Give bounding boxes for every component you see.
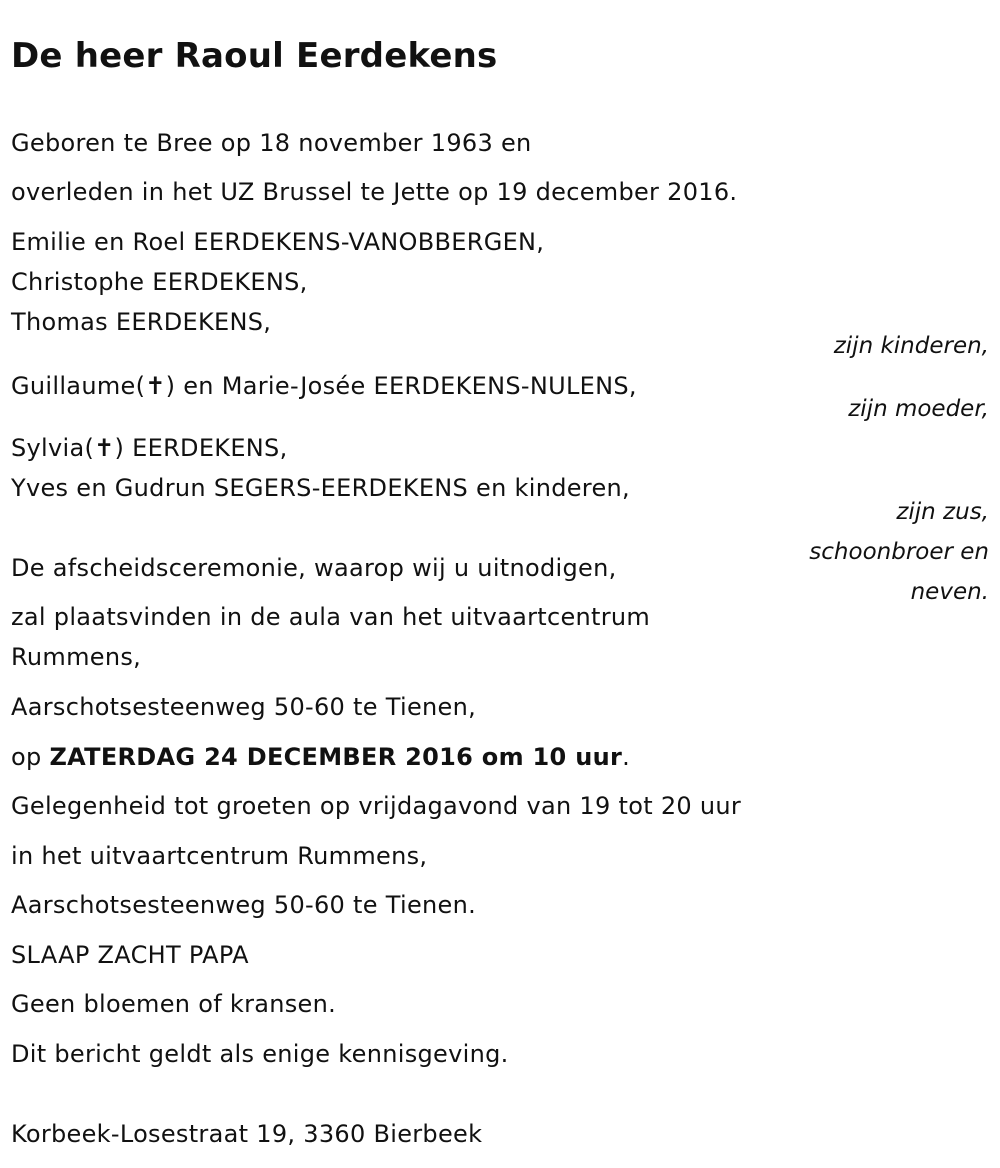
ceremony-line-2: zal plaatsvinden in de aula van het uitvaartcentrum — [11, 603, 651, 631]
ceremony-date-bold: ZATERDAG 24 DECEMBER 2016 om 10 uur — [49, 743, 623, 771]
child-1: Emilie en Roel EERDEKENS-VANOBBERGEN, — [11, 228, 545, 256]
birth-line: Geboren te Bree op 18 november 1963 en — [11, 129, 532, 157]
visitation-line-1: Gelegenheid tot groeten op vrijdagavond van 19 tot 20 uur — [11, 792, 742, 820]
closing-line-3: Dit bericht geldt als enige kennisgeving. — [11, 1040, 509, 1068]
mother-relation: zijn moeder, — [848, 396, 989, 422]
closing-line-2: Geen bloemen of kransen. — [11, 990, 337, 1018]
death-line: overleden in het UZ Brussel te Jette op 19 december 2016. — [11, 178, 738, 206]
visitation-line-3: Aarschotsesteenweg 50-60 te Tienen. — [11, 891, 477, 919]
ceremony-date-prefix: op — [11, 743, 50, 771]
sibling-1: Sylvia(✝) EERDEKENS, — [11, 434, 288, 462]
siblings-relation-line-2: schoonbroer en — [809, 539, 989, 565]
ceremony-date-suffix: . — [622, 743, 631, 771]
child-2: Christophe EERDEKENS, — [11, 268, 308, 296]
siblings-relation-line-1: zijn zus, — [896, 499, 989, 525]
ceremony-line-3: Rummens, — [11, 643, 142, 671]
parents-line: Guillaume(✝) en Marie-Josée EERDEKENS-NULENS, — [11, 372, 637, 400]
page-title: De heer Raoul Eerdekens — [11, 36, 498, 76]
ceremony-date — [11, 741, 630, 773]
siblings-relation-line-3: neven. — [910, 579, 989, 605]
siblings-relation — [809, 492, 989, 612]
ceremony-line-1: De afscheidsceremonie, waarop wij u uitnodigen, — [11, 554, 617, 582]
visitation-line-2: in het uitvaartcentrum Rummens, — [11, 842, 428, 870]
children-relation: zijn kinderen, — [833, 333, 989, 359]
child-3: Thomas EERDEKENS, — [11, 308, 272, 336]
sibling-2: Yves en Gudrun SEGERS-EERDEKENS en kinderen, — [11, 474, 630, 502]
ceremony-address: Aarschotsesteenweg 50-60 te Tienen, — [11, 693, 477, 721]
closing-line-1: SLAAP ZACHT PAPA — [11, 941, 249, 969]
family-address: Korbeek-Losestraat 19, 3360 Bierbeek — [11, 1120, 483, 1148]
